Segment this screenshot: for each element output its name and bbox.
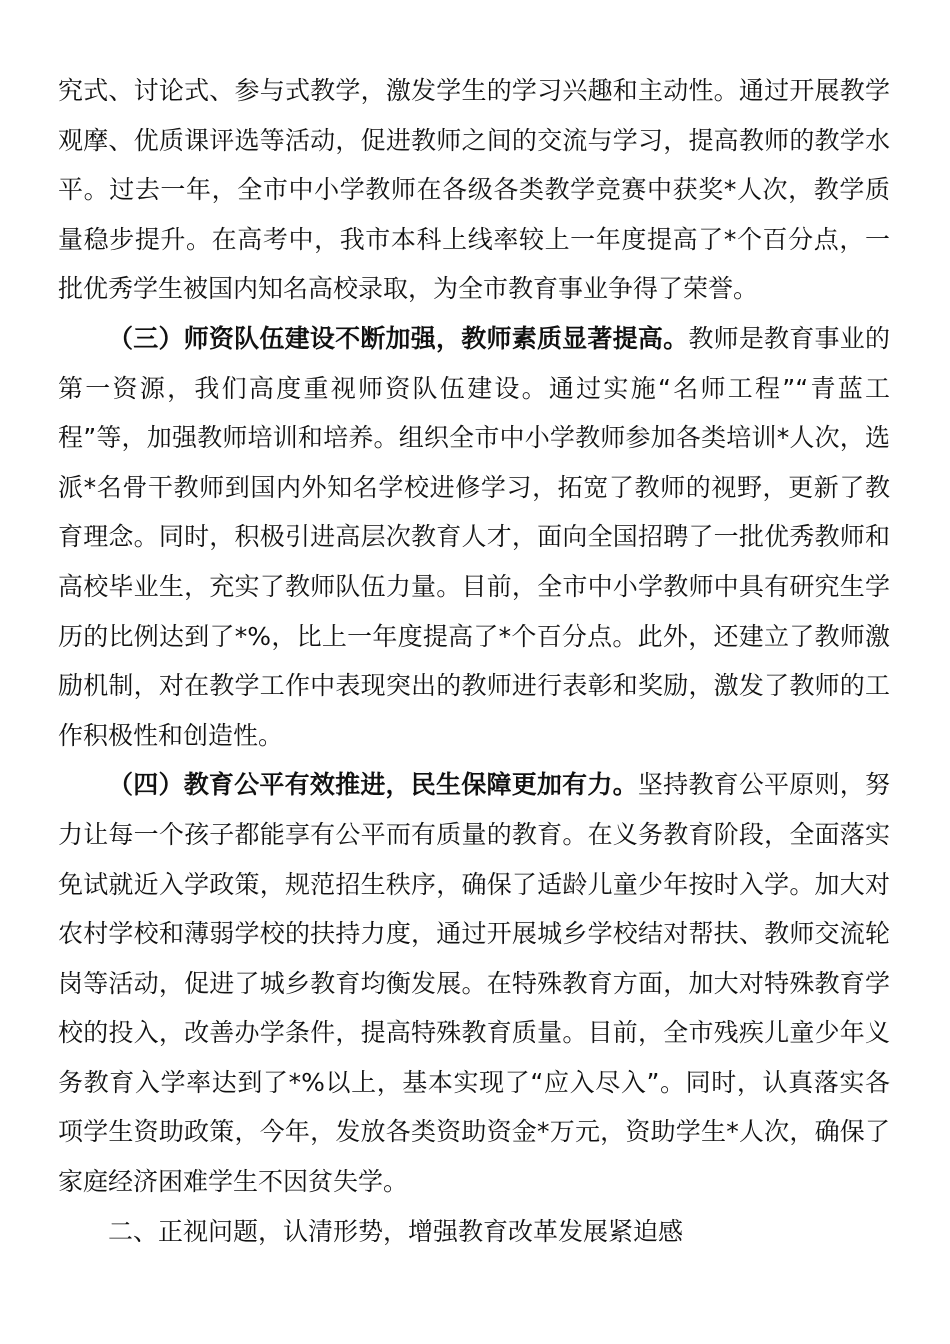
paragraph-continuation bbox=[58, 66, 890, 314]
paragraph-education-equity bbox=[58, 760, 890, 1206]
paragraph-text: 究式、讨论式、参与式教学，激发学生的学习兴趣和主动性。通过开展教学观摩、优质课评选等活动，促进教师之间的交流与学习，提高教师的教学水平。过去一年，全市中小学教师在各级各类教学竞赛中获奖*人次，教学质量稳步提升。在高考中，我市本科上线率较上一年度提高了*个百分点，一批优秀学生被国内知名高校录取，为全市教育事业争得了荣誉。 bbox=[58, 76, 890, 304]
section-heading: 二、正视问题，认清形势，增强教育改革发展紧迫感 bbox=[108, 1216, 684, 1246]
paragraph-lead-heading: （四）教育公平有效推进，民生保障更加有力。 bbox=[108, 770, 638, 800]
document-body bbox=[58, 66, 890, 1256]
paragraph-lead-heading: （三）师资队伍建设不断加强，教师素质显著提高。 bbox=[108, 323, 689, 353]
paragraph-text: 教师是教育事业的第一资源，我们高度重视师资队伍建设。通过实施“名师工程”“青蓝工程”等，加强教师培训和培养。组织全市中小学教师参加各类培训*人次，选派*名骨干教师到国内外知名学校进修学习，拓宽了教师的视野，更新了教育理念。同时，积极引进高层次教育人才，面向全国招聘了一批优秀教师和高校毕业生，充实了教师队伍力量。目前，全市中小学教师中具有研究生学历的比例达到了*%，比上一年度提高了*个百分点。此外，还建立了教师激励机制，对在教学工作中表现突出的教师进行表彰和奖励，激发了教师的工作积极性和创造性。 bbox=[58, 323, 890, 750]
paragraph-text: 坚持教育公平原则，努力让每一个孩子都能享有公平而有质量的教育。在义务教育阶段，全面落实免试就近入学政策，规范招生秩序，确保了适龄儿童少年按时入学。加大对农村学校和薄弱学校的扶持力度，通过开展城乡学校结对帮扶、教师交流轮岗等活动，促进了城乡教育均衡发展。在特殊教育方面，加大对特殊教育学校的投入，改善办学条件，提高特殊教育质量。目前，全市残疾儿童少年义务教育入学率达到了*%以上，基本实现了“应入尽入”。同时，认真落实各项学生资助政策，今年，发放各类资助资金*万元，资助学生*人次，确保了家庭经济困难学生不因贫失学。 bbox=[58, 770, 890, 1197]
paragraph-teacher-team bbox=[58, 314, 890, 760]
